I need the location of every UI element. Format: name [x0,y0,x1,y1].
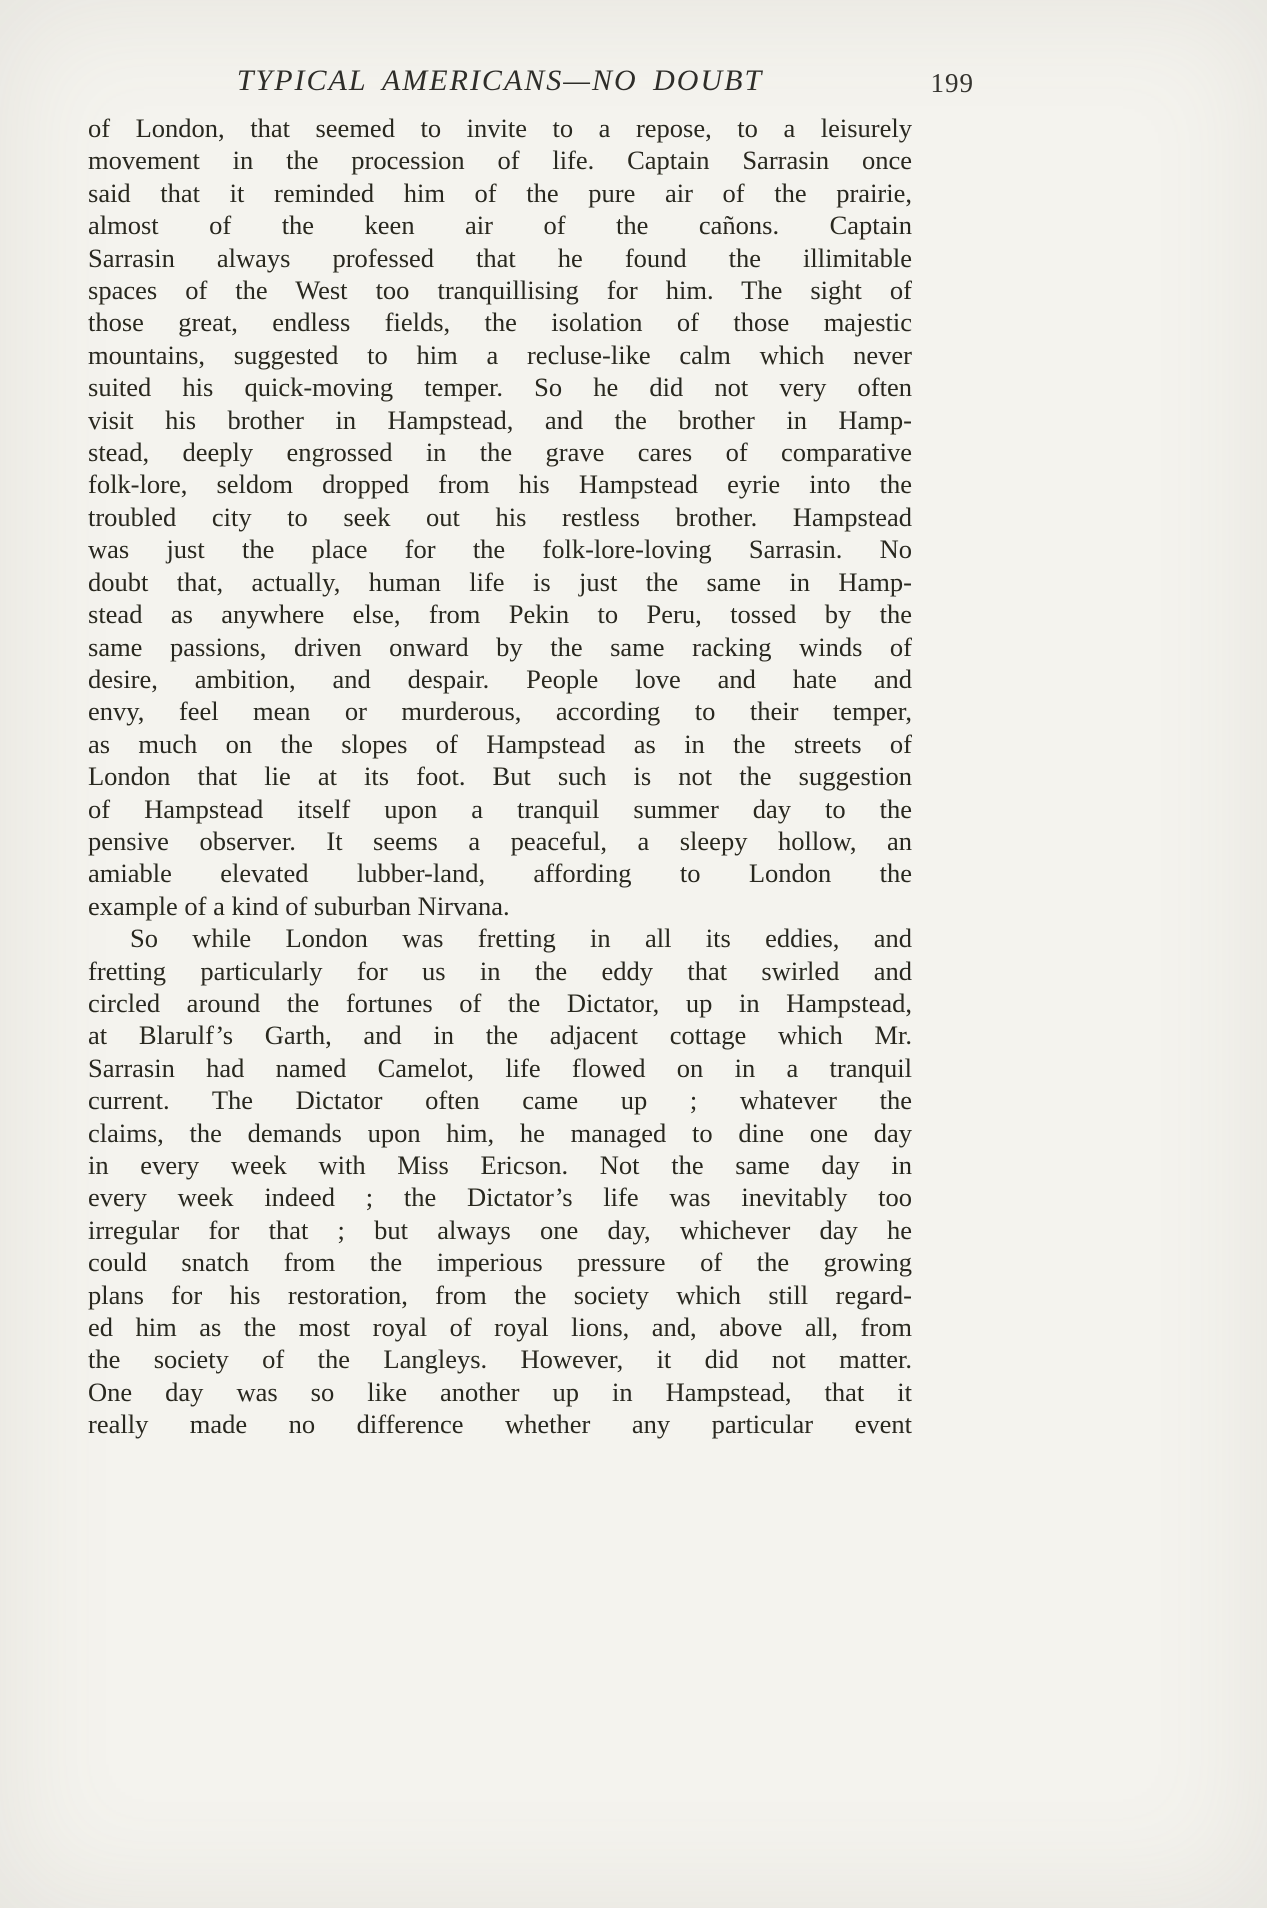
text-line: ed him as the most royal of royal lions, and, above all, from [88,1312,912,1343]
text-line: Sarrasin always professed that he found the illimitable [88,242,912,273]
text-line: stead as anywhere else, from Pekin to Peru, tossed by the [88,599,912,630]
text-line: fretting particularly for us in the eddy that swirled and [88,955,912,986]
text-line: folk-lore, seldom dropped from his Hampstead eyrie into the [88,469,912,500]
text-line: circled around the fortunes of the Dictator, up in Hampstead, [88,987,912,1018]
text-line: stead, deeply engrossed in the grave cares of comparative [88,437,912,468]
text-line: mountains, suggested to him a recluse-like calm which never [88,339,912,370]
text-line: almost of the keen air of the cañons. Captain [88,210,912,241]
paragraph [88,112,912,922]
text-line: really made no difference whether any particular event [88,1409,912,1440]
text-line: desire, ambition, and despair. People love and hate and [88,663,912,694]
text-line: at Blarulf’s Garth, and in the adjacent cottage which Mr. [88,1020,912,1051]
text-line: envy, feel mean or murderous, according to their temper, [88,696,912,727]
text-line: current. The Dictator often came up ; whatever the [88,1085,912,1116]
text-line: could snatch from the imperious pressure of the growing [88,1247,912,1278]
text-line: every week indeed ; the Dictator’s life was inevitably too [88,1182,912,1213]
text-line: troubled city to seek out his restless brother. Hampstead [88,501,912,532]
text-line: irregular for that ; but always one day, whichever day he [88,1214,912,1245]
running-title: TYPICAL AMERICANS—NO DOUBT [236,64,764,97]
text-line: in every week with Miss Ericson. Not the same day in [88,1150,912,1180]
text-line: said that it reminded him of the pure air of the prairie, [88,177,912,208]
text-line: movement in the procession of life. Captain Sarrasin once [88,145,912,176]
paragraph [88,922,912,1441]
text-line: pensive observer. It seems a peaceful, a sleepy hollow, an [88,825,912,856]
text-line: of Hampstead itself upon a tranquil summer day to the [88,793,912,824]
text-line: plans for his restoration, from the society which still regard- [88,1279,912,1310]
text-line: spaces of the West too tranquillising for him. The sight of [88,275,912,306]
text-line: So while London was fretting in all its eddies, and [130,923,912,954]
text-line: as much on the slopes of Hampstead as in the streets of [88,728,912,759]
page-number: 199 [930,68,974,98]
text-line: amiable elevated lubber-land, affording to London the [88,858,912,889]
text-line: claims, the demands upon him, he managed to dine one day [88,1117,912,1148]
text-line: those great, endless fields, the isolation of those majestic [88,307,912,338]
text-line: visit his brother in Hampstead, and the brother in Hamp- [88,404,912,435]
text-block [88,112,912,1441]
text-line: One day was so like another up in Hampstead, that it [88,1376,912,1407]
text-line: example of a kind of suburban Nirvana. [88,890,510,921]
text-line: suited his quick-moving temper. So he did not very often [88,372,912,403]
text-line: doubt that, actually, human life is just the same in Hamp- [88,566,912,597]
text-line: the society of the Langleys. However, it did not matter. [88,1344,912,1375]
text-line: London that lie at its foot. But such is not the suggestion [88,761,912,792]
page-header [88,64,974,108]
text-line: was just the place for the folk-lore-loving Sarrasin. No [88,534,912,565]
text-line: of London, that seemed to invite to a repose, to a leisurely [88,113,912,143]
text-line: Sarrasin had named Camelot, life flowed on in a tranquil [88,1052,912,1083]
text-line: same passions, driven onward by the same racking winds of [88,631,912,662]
